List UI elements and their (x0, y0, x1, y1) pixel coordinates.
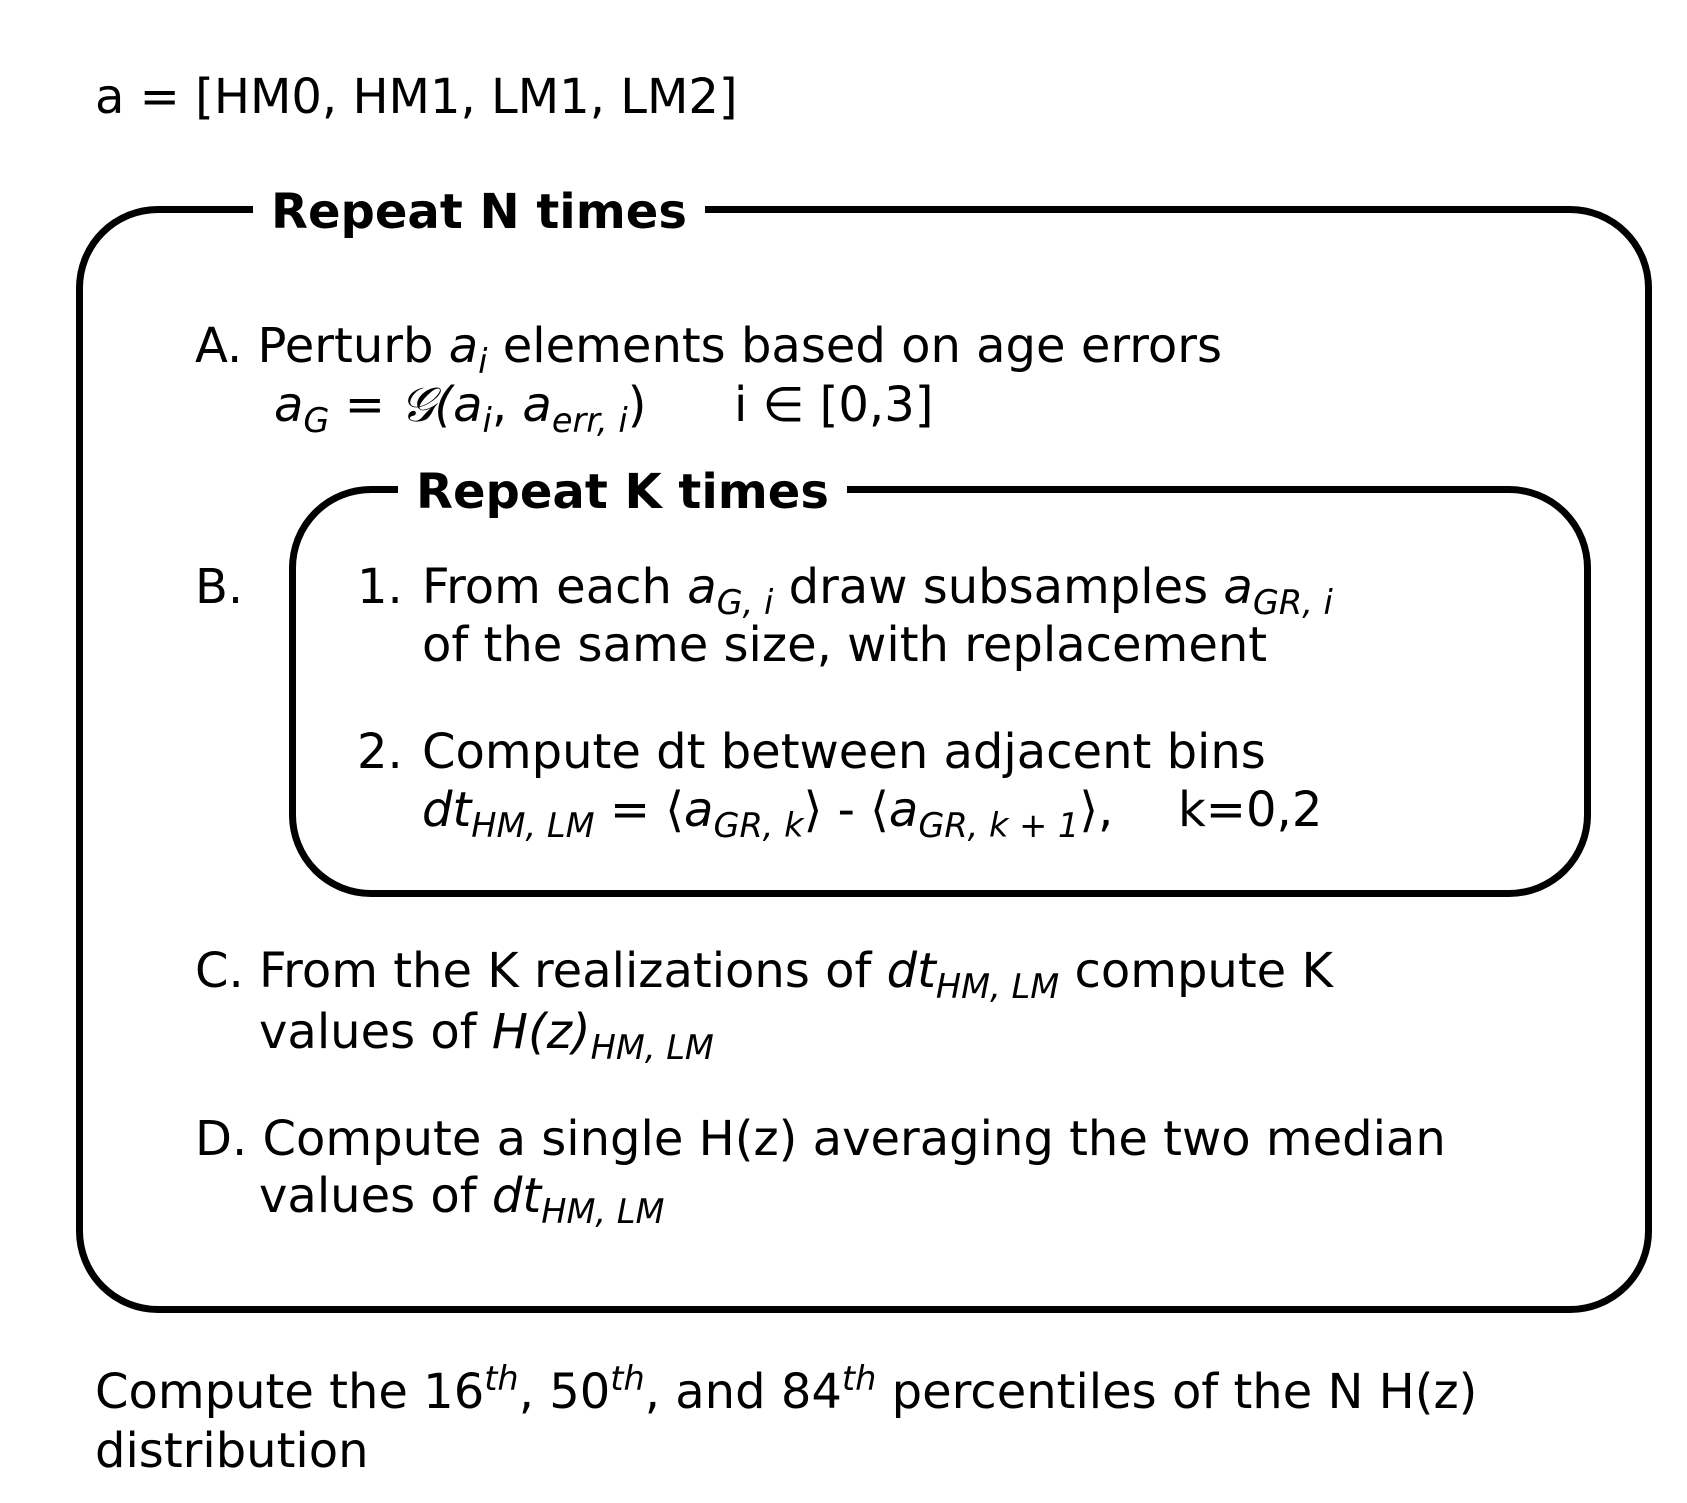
eq-close: ) (627, 377, 647, 433)
array-definition: a = [HM0, HM1, LM1, LM2] (95, 69, 738, 125)
step-2-dt-sub: HM, LM (471, 805, 595, 845)
step-2-a-k-sub: GR, k (713, 805, 804, 845)
step-2-a-k: a (684, 782, 714, 838)
eq-ai: a (453, 377, 483, 433)
footer-th-16: th (484, 1358, 519, 1398)
step-2-a-k1: a (888, 782, 919, 838)
step-c-pre: C. From the K realizations of (195, 943, 872, 999)
inner-loop-title: Repeat K times (398, 468, 847, 516)
step-d-line2 (259, 1168, 665, 1231)
step-d-dt: dt (491, 1168, 542, 1224)
footer-th-50: th (610, 1358, 645, 1398)
step-2-a-k1-sub: GR, k + 1 (918, 805, 1080, 845)
inner-step-2-line1: Compute dt between adjacent bins (422, 724, 1266, 780)
step-2-eq3: ⟩, (1079, 782, 1114, 838)
step-b-label: B. (195, 559, 244, 615)
inner-step-1-line1 (422, 559, 1333, 622)
step-c-line1 (195, 943, 1333, 1006)
step-a-label: A. Perturb (195, 318, 434, 374)
footer-line1 (95, 1358, 1478, 1420)
step-c-dt-sub: HM, LM (935, 966, 1060, 1006)
step-a-range: i ∈ [0,3] (734, 377, 934, 433)
footer-mid2: , and 84 (644, 1364, 842, 1420)
eq-a-sub: G (303, 400, 330, 440)
step-2-eq1: = ⟨ (609, 782, 685, 838)
eq-aerr: a (522, 377, 552, 433)
eq-comma: , (491, 377, 508, 433)
step-c-line2 (259, 1004, 714, 1067)
inner-step-1-number: 1. (357, 559, 403, 615)
eq-equals: = (344, 377, 385, 433)
eq-ai-sub: i (482, 400, 492, 440)
step-1-a-gr: a (1223, 559, 1253, 615)
eq-gaussian: 𝒢( (400, 377, 454, 433)
step-d-dt-sub: HM, LM (541, 1191, 665, 1231)
footer-line2: distribution (95, 1423, 369, 1479)
step-1-a-g-sub: G, i (716, 582, 774, 622)
inner-step-1-line2: of the same size, with replacement (422, 617, 1268, 673)
eq-aerr-sub: err, i (551, 400, 628, 440)
step-c-hz-sub: HM, LM (590, 1027, 714, 1067)
step-a-rest: elements based on age errors (502, 318, 1223, 374)
footer-mid1: , 50 (518, 1364, 611, 1420)
step-c-hz: H(z) (491, 1004, 591, 1060)
step-a-equation (274, 377, 647, 440)
inner-step-2-equation (422, 782, 1114, 845)
step-c-dt: dt (886, 943, 936, 999)
footer-pre: Compute the 16 (95, 1364, 485, 1420)
step-a-var: a (448, 318, 479, 374)
footer-th-84: th (841, 1358, 877, 1398)
step-d-line2-pre: values of (259, 1168, 477, 1224)
step-2-eq2: ⟩ - ⟨ (803, 782, 889, 838)
eq-a: a (274, 377, 304, 433)
inner-step-2-number: 2. (357, 724, 403, 780)
footer-post: percentiles of the N H(z) (891, 1364, 1478, 1420)
step-a-var-sub: i (478, 341, 488, 381)
step-1-mid: draw subsamples (788, 559, 1209, 615)
step-1-pre: From each (422, 559, 672, 615)
step-2-k-range: k=0,2 (1178, 782, 1323, 838)
step-c-line2-pre: values of (259, 1004, 477, 1060)
step-1-a-gr-sub: GR, i (1252, 582, 1333, 622)
step-2-dt: dt (422, 782, 472, 838)
outer-loop-title: Repeat N times (253, 188, 705, 236)
step-a-text (195, 318, 1223, 381)
step-c-post: compute K (1074, 943, 1333, 999)
step-1-a-g: a (687, 559, 717, 615)
step-d-line1: D. Compute a single H(z) averaging the two median (195, 1111, 1446, 1167)
